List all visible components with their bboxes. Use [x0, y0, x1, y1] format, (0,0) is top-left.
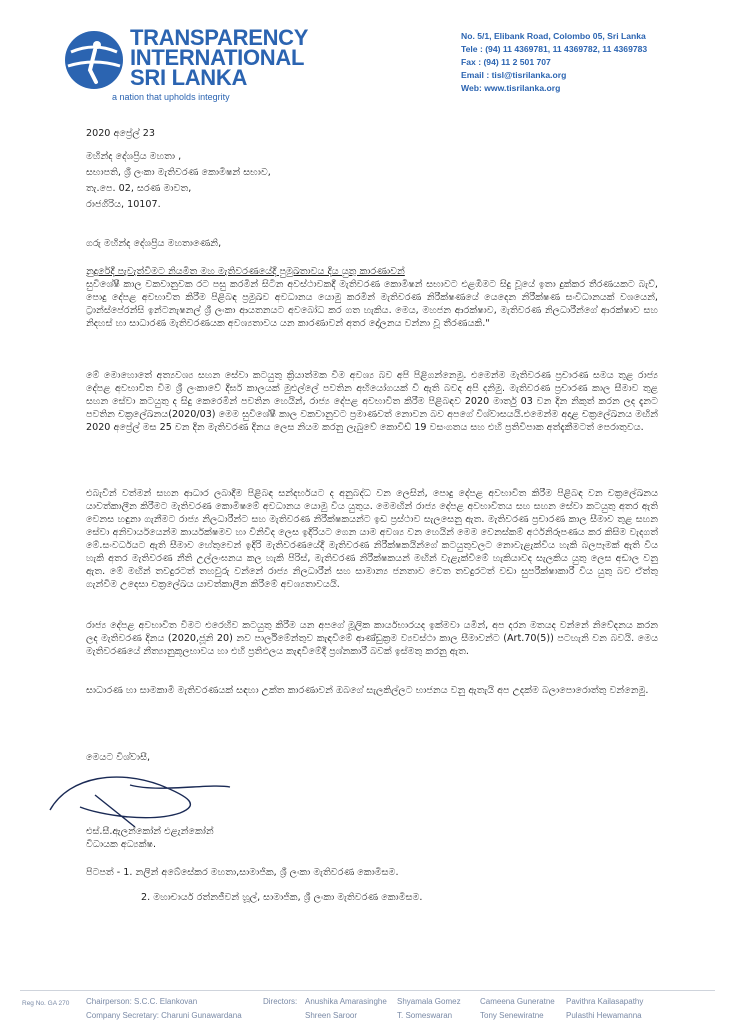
copies-block [86, 860, 422, 910]
directors-col-2: Shyamala Gomez T. Someswaran [397, 997, 461, 1020]
paragraph-2: මේ මොහොතේ අත්‍යවශ්‍ය සහන සේවා කටයුතු ක්‍රියාත්මක වීම අවශ්‍ය බව අපි පිළිගන්නෙමු. එමෙන්ම මැතිවරණ ප්‍රචාරණ සමය තුළ රාජ්‍ය දේපළ අවභාවිත වීම ශ්‍රී ලංකාවේ දීර්ඝ කාලයක් මුළුල්ලේ පවතින අභියෝගයක් වී ඇති බවද අපි දනිමු. මැතිවරණ ප්‍රචාරණ කාල සීමාව තුළ සහන සේවා කටයුතු ද සිදු කෙරෙමින් පවතින හෙයින්, රාජ්‍ය දේපළ අවභාවිත කිරීම පිළිබඳව 2020 මාර්තු 03 වන දින නිකුත් කරන ලද දැනට පවතින චක්‍රලේඛනය(2020/03) මෙම සුවිශේෂී කාල වකවානුවට ප්‍රමාණවත් නොවන බව අපගේ විශ්වාසයයි.එමෙන්ම අදාළ චක්‍රලේඛනය මඟින් 2020 අප්‍රේල් මස 25 වන දින මැතිවරණ දිනය ලෙස නියම කරනු ලැබුවේ කොවිඩ් 19 වසංගතය සහ එහි ප්‍රතිවිපාක අත්දැකීමටත් පෙරාතුවය. [86, 370, 658, 433]
directors-col-4: Pavithra Kailasapathy Pulasthi Hewamanna [566, 997, 644, 1020]
email-line: Email : tisl@tisrilanka.org [461, 70, 567, 81]
closing: මෙයට විශ්වාසී, [86, 752, 151, 763]
directors-col-3: Cameena Guneratne Tony Senewiratne [480, 997, 555, 1020]
reg-no: Reg No. GA 270 [22, 1000, 70, 1007]
recipient-address: මහින්ද දේශප්‍රිය මහතා , සභාපති, ශ්‍රී ලංකා මැතිවරණ කොමිෂන් සභාව, තැ.පෙ. 02, සරණ මාවත, රාජගිරිය, 10107. [86, 151, 271, 210]
signer-name: එස්.සී.ඇලන්කෝන් එළැන්කෝන් [86, 826, 214, 837]
officers: Chairperson: S.C.C. Elankovan Company Secretary: Charuni Gunawardana [86, 997, 242, 1020]
paragraph-1: සුවිශේෂී කාල වකවානුවක රට පසු කරමින් සිටින අවස්ථාවකදී මැතිවරණ කොමිෂන් සභාවට එළඹීමට සිදු වූයේ ඉතා දුක්කර තීරණයකට බැව්, පොදු දේපළ අවභාවිත කිරීම පිළිබඳ ප්‍රමුඛව අවධානය යොමු කරමින් මැතිවරණ නිරීක්ෂණයේ යෙදෙන නිරීක්ෂණ සංවිධානයක් වශයෙන්, ට්‍රාන්ස්පේරන්සි ඉන්ටනැෂනල් ශ්‍රී ලංකා ආයතනයට අවබෝධ කර ගත හැකිය. මෙය, මහජන ආරක්ෂාව, මැතිවරණ නිලධාරීන්ගේ ආරක්ෂාව සහ නිදහස් හා සාධාරණ මැතිවරණයක අවශ්‍යතාවය යන කාරණාවන් අතර දෝලනය වන්නා වූ තීරණයකි." [86, 279, 658, 329]
letter-date: 2020 අප්‍රේල් 23 [86, 128, 155, 139]
signer-block [86, 825, 214, 851]
footer-divider [20, 990, 715, 991]
paragraph-5: සාධාරණ හා සාමකාමී මැතිවරණයක් සඳහා උක්ත කාරණාවන් ඔබගේ සැලකිල්ලට භාජනය වනු ඇතැයි අප උදක්ම බලාපොරොත්තු වන්නෙමු. [86, 685, 649, 696]
address-line: No. 5/1, Elibank Road, Colombo 05, Sri Lanka [461, 31, 646, 41]
signer-title: විධායක අධ්‍යක්ෂ. [86, 839, 157, 850]
tisl-logo [62, 25, 322, 108]
subject-line: නුදුරේදී පැවැත්වීමට නියමිත මහ මැතිවරණයේදී පුමුඛතාවය දිය යුතු කාරණාවන් [86, 266, 405, 277]
fax-line: Fax : (94) 11 2 501 707 [461, 57, 551, 68]
salutation: ගරු මහින්ද දේශප්‍රිය මහතාණෙනි, [86, 238, 222, 249]
paragraph-4: රාජ්‍ය දේපළ අවභාවිත වීමට එරෙහිව කටයුතු කිරීම යන අපගේ මූලික කාර්යභාරයද ඉක්මවා යමින්, අප දරන මතයද වන්නේ නිවේදනය කරන ලද මැතිවරණ දිනය (2020,ජූනි 20) නව පාර්ලිමේන්තුව කැඳවීමේ ආණ්ඩුක්‍රම ව්‍යවස්ථා කාල සීමාවන්ට (Art.70(5)) පටහැනි වන බවයි. මෙය මැතිවරණයේ නීත්‍යානුකූලභාවය හා එහි ප්‍රතිඵලය කැඳවීමේදී ප්‍රශ්නකාරී බවක් ඉස්මතු කරනු ඇත. [86, 620, 658, 657]
copy-2: 2. මහාචාර්ය රත්නජීවන් හූල්, සාමාජික, ශ්‍රී ලංකා මැතිවරණ කොමිසම. [141, 892, 423, 903]
contact-block [461, 30, 721, 95]
web-line: Web: www.tisrilanka.org [461, 83, 561, 94]
directors-label: Directors: [263, 997, 298, 1006]
globe-logo-icon [62, 28, 126, 92]
paragraph-3: එබැවින් වත්මන් සහන ආධාර ලබාදීම පිළිබඳ සන්දර්භයට ද අනුබද්ධ වන ලෙසින්, පොදු දේපළ අවභාවිත කිරීම පිළිබඳ වන චක්‍රලේඛනය යාවත්කාලීන කිරීමට මැතිවරණ කොමිෂමේ අවධානය යොමු විය යුතුය. මෙමඟින් රාජ්‍ය දේපළ අවභාවිතය සහ සහන සේවා කටයුතු අතර ඇති වෙනස හඳුනා ගැනීමට රාජ්‍ය නිලධාරීන්ට සහ මැතිවරණ නිරීක්ෂකයන්ට ඉඩ ප්‍රස්ථාව සැලසෙනු ඇත. මැතිවරණ ප්‍රචාරණ කාල සීමාව තුළ සහන සේවා අනිවාර්යයෙන්ම කාර්යක්ෂමව හා විනිවිද ලෙස ඉදිරියට ගෙන යාම අවශ්‍ය වන හෙයින් මෙම වෙනස්කම් අර්ථනිරූපණය කර කිසිම වැදගත් මේ.සංවර්ධයට ඇති සීමාව හේතුවෙන් ඉදිරි මැතිවරණයේදී මැතිවරණ නිරීක්ෂකයින්ගේ කටයුතුවලට නොවැළැක්විය හැකි බලපෑමක් ඇති විය හැකි අතර මැතිවරණ නීති උල්ලංඝනය කල හැකි පිරිස්, මැතිවරණ නිරීක්ෂකයන් මඟින් වැළැක්වීමේ හැකියාවද සැලකිය යුතු ලෙස අඩාල වනු ඇත. මේ මඟින් තවදුරටත් තහවුරු වන්නේ රාජ්‍ය නිලධාරීන් සහ සාමාන්‍ය ජනතාව වෙත තවදුරටත් වඩා සුපරීක්ෂාකාරී විය යුතු බව ඒත්තු ගැන්වීම උදෙසා චක්‍රලේඛය යාවත්කාලීන කිරීමේ අවශ්‍යතාවයයි. [86, 488, 658, 590]
org-name: TRANSPARENCY INTERNATIONAL SRI LANKA [130, 25, 309, 90]
tele-line: Tele : (94) 11 4369781, 11 4369782, 11 4369783 [461, 44, 648, 55]
directors-col-1: Anushika Amarasinghe Shreen Saroor [305, 997, 387, 1020]
tagline: a nation that upholds integrity [112, 92, 230, 102]
copy-1: පිටපත් - 1. නලින් අබේසේකර මහතා,සාමාජික, ශ්‍රී ලංකා මැතිවරණ කොමිසම. [86, 867, 399, 878]
